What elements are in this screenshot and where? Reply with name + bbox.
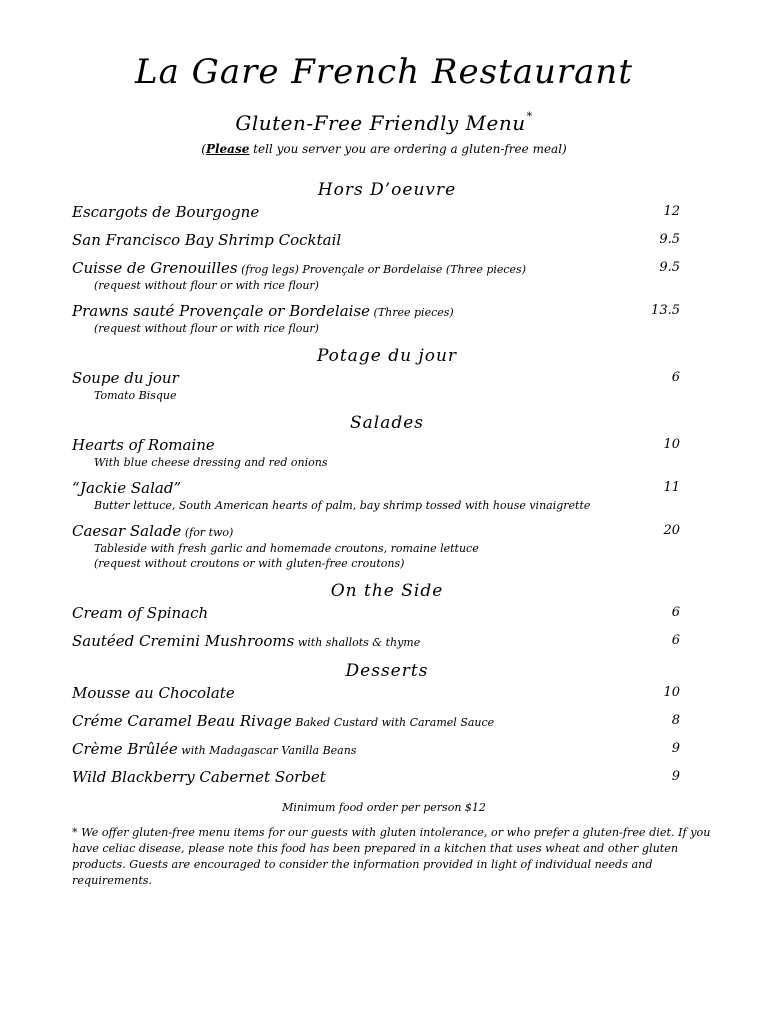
instruction-open: ( — [201, 142, 206, 156]
menu-item-line — [72, 230, 702, 250]
menu-item-note: (request without flour or with rice flour) — [94, 279, 319, 292]
menu-item-note: (request without croutons or with gluten-free croutons) — [94, 557, 405, 570]
menu-subtitle — [0, 110, 768, 135]
menu-item-price: 20 — [663, 523, 680, 538]
menu-item-line — [72, 739, 702, 759]
menu-item — [72, 711, 702, 731]
menu-item-name: Soupe du jour — [72, 369, 179, 387]
menu-item-name: Prawns sauté Provençale or Bordelaise — [72, 302, 371, 320]
menu-item — [72, 368, 702, 403]
menu-item-name: Wild Blackberry Cabernet Sorbet — [72, 768, 326, 786]
menu-item-note: Tableside with fresh garlic and homemade croutons, romaine lettuce — [94, 542, 479, 555]
menu-item-price: 8 — [671, 713, 680, 728]
menu-item-price: 10 — [663, 685, 680, 700]
menu-item-detail: Baked Custard with Caramel Sauce — [291, 716, 495, 729]
menu-item-name: Créme Caramel Beau Rivage — [72, 712, 292, 730]
menu-item-name: Escargots de Bourgogne — [72, 203, 260, 221]
menu-item-name: Mousse au Chocolate — [72, 684, 235, 702]
section-title: On the Side — [330, 581, 444, 601]
menu-item-price: 12 — [663, 204, 680, 219]
menu-item-line — [72, 478, 702, 498]
menu-item — [72, 202, 702, 222]
gluten-disclaimer: * We offer gluten-free menu items for our guests with gluten intolerance, or who prefer a gluten-free diet. If you have celiac disease, please note this food has been prepared in a kitchen that uses wheat and other gluten products. Guests are encouraged to consider the information provided in light of individual needs and requirements. — [72, 826, 711, 887]
menu-item — [72, 435, 702, 470]
menu-section — [72, 178, 702, 336]
menu-item-name: San Francisco Bay Shrimp Cocktail — [72, 231, 342, 249]
menu-item-price: 6 — [671, 605, 680, 620]
instruction-rest: tell you server you are ordering a gluten-free meal) — [249, 142, 567, 156]
menu-item-line — [72, 435, 702, 455]
menu-item-line — [72, 683, 702, 703]
menu-item-price: 10 — [663, 437, 680, 452]
menu-section — [72, 659, 702, 787]
menu-item-note: Butter lettuce, South American hearts of palm, bay shrimp tossed with house vinaigrette — [94, 499, 591, 512]
menu-item-line — [72, 603, 702, 623]
menu-item-line — [72, 711, 702, 731]
menu-item-line — [72, 258, 702, 278]
server-instruction — [0, 142, 768, 156]
menu-item-price: 11 — [663, 480, 680, 495]
menu-item-price: 6 — [671, 370, 680, 385]
menu-item-price: 9.5 — [659, 260, 680, 275]
menu-item-note: (request without flour or with rice flour) — [94, 322, 319, 335]
menu-item-line — [72, 631, 702, 651]
menu-item-detail: with Madagascar Vanilla Beans — [177, 744, 357, 757]
menu-item-detail: (for two) — [181, 526, 234, 539]
menu-item-name: Sautéed Cremini Mushrooms — [72, 632, 295, 650]
section-title: Salades — [349, 413, 425, 433]
menu-item — [72, 739, 702, 759]
menu-item — [72, 230, 702, 250]
menu-item-name: Cream of Spinach — [72, 604, 209, 622]
restaurant-title: La Gare French Restaurant — [135, 52, 633, 92]
menu-item-note: Tomato Bisque — [94, 389, 177, 402]
menu-item — [72, 631, 702, 651]
menu-item-detail: (frog legs) Provençale or Bordelaise (Three pieces) — [237, 263, 526, 276]
menu-item — [72, 478, 702, 513]
menu-item-name: Hearts of Romaine — [72, 436, 215, 454]
menu-item-price: 9.5 — [659, 232, 680, 247]
minimum-order-note: Minimum food order per person $12 — [282, 801, 486, 814]
menu-item-line — [72, 202, 702, 222]
menu-item-name: Crème Brûlée — [72, 740, 178, 758]
menu-item-price: 9 — [671, 769, 680, 784]
menu-item-name: Caesar Salade — [72, 522, 182, 540]
menu-item — [72, 521, 702, 571]
menu-item-name: “Jackie Salad” — [72, 479, 182, 497]
menu-item — [72, 767, 702, 787]
instruction-please: Please — [205, 142, 250, 156]
menu-item — [72, 603, 702, 623]
menu-item-detail: (Three pieces) — [370, 306, 454, 319]
section-title: Potage du jour — [316, 346, 458, 366]
menu-item-detail: with shallots & thyme — [294, 636, 421, 649]
menu-item — [72, 301, 702, 336]
menu-item-line — [72, 767, 702, 787]
menu-subtitle-text: Gluten-Free Friendly Menu — [235, 111, 526, 135]
menu-item-price: 6 — [671, 633, 680, 648]
menu-item — [72, 683, 702, 703]
section-title: Hors D’oeuvre — [317, 180, 457, 200]
menu-item-price: 13.5 — [651, 303, 680, 318]
menu-item-price: 9 — [671, 741, 680, 756]
menu-sections — [72, 174, 702, 795]
section-title: Desserts — [345, 661, 429, 681]
menu-section — [72, 344, 702, 403]
menu-section — [72, 411, 702, 571]
menu-item-note: With blue cheese dressing and red onions — [94, 456, 328, 469]
menu-item — [72, 258, 702, 293]
menu-item-line — [72, 368, 702, 388]
menu-section — [72, 579, 702, 651]
footnote-mark: * — [526, 110, 533, 123]
menu-item-name: Cuisse de Grenouilles — [72, 259, 238, 277]
menu-item-line — [72, 521, 702, 541]
menu-item-line — [72, 301, 702, 321]
